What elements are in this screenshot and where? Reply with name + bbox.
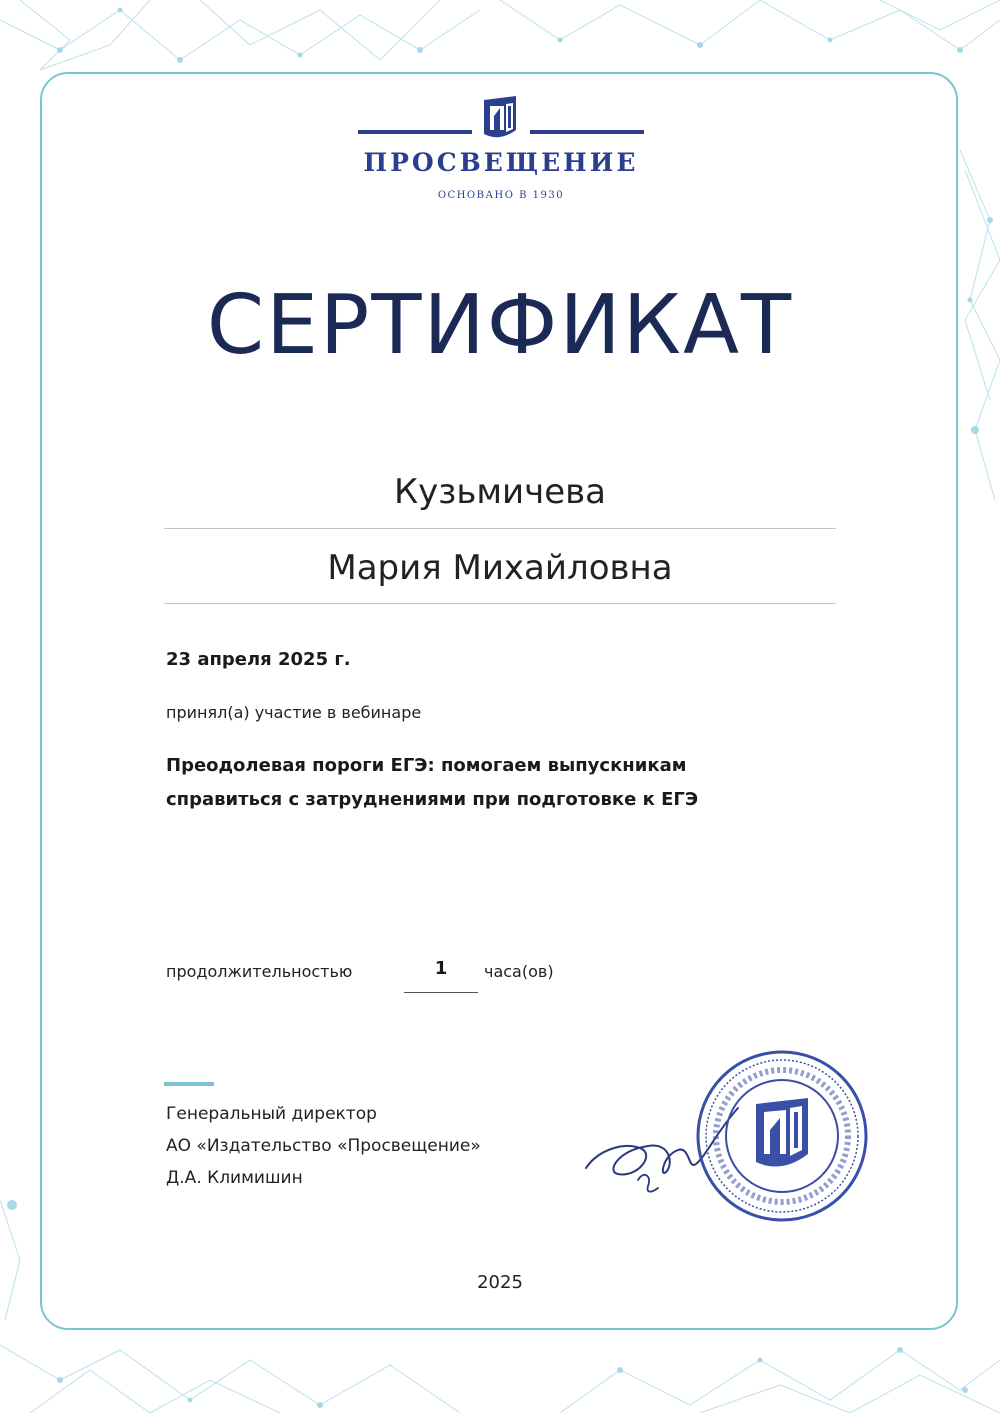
- prosveshchenie-logo-icon: [482, 96, 518, 142]
- duration-label: продолжительностью: [166, 962, 353, 981]
- duration-unit: часа(ов): [484, 962, 554, 981]
- certificate-year: 2025: [477, 1272, 523, 1293]
- logo-line-left: [358, 130, 472, 134]
- webinar-title-line-2: справиться с затруднениями при подготовке к ЕГЭ: [166, 789, 699, 810]
- recipient-surname: Кузьмичева: [393, 472, 606, 512]
- duration-value: 1: [434, 958, 448, 979]
- given-names-underline: [164, 603, 836, 604]
- webinar-title: [166, 749, 866, 817]
- logo-title: ПРОСВЕЩЕНИЕ: [363, 148, 639, 177]
- duration-underline: [404, 992, 478, 993]
- certificate-title: СЕРТИФИКАТ: [206, 278, 794, 373]
- participation-text: принял(а) участие в вебинаре: [166, 703, 422, 722]
- signatory-name: Д.А. Климишин: [166, 1168, 303, 1188]
- recipient-given-names: Мария Михайловна: [327, 548, 673, 588]
- signatory-organization: АО «Издательство «Просвещение»: [166, 1136, 481, 1156]
- webinar-title-line-1: Преодолевая пороги ЕГЭ: помогаем выпускникам: [166, 755, 687, 776]
- signatory-accent-bar: [164, 1082, 214, 1086]
- surname-underline: [164, 528, 836, 529]
- signatory-position: Генеральный директор: [166, 1104, 377, 1124]
- logo-subtitle: ОСНОВАНО В 1930: [437, 190, 565, 201]
- publisher-logo: [356, 96, 646, 216]
- event-date: 23 апреля 2025 г.: [166, 649, 351, 670]
- company-seal-icon: [692, 1046, 872, 1226]
- logo-line-right: [530, 130, 644, 134]
